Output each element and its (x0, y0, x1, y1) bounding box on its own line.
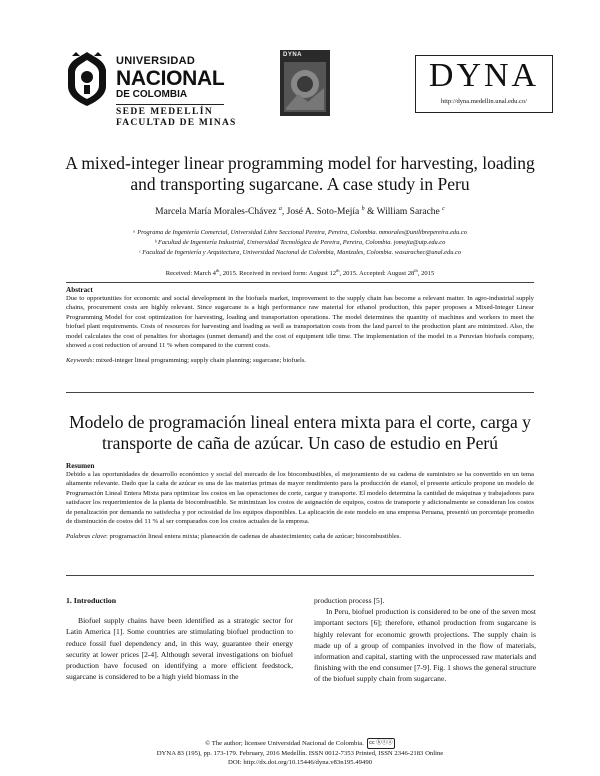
author-list: Marcela María Morales-Chávez $^a$, José A. Soto-Mejía $^b$ & William Sarache $^c$ (155, 206, 445, 218)
author-1-affil: a (278, 206, 282, 212)
separator-mid (66, 392, 534, 393)
page-footer (40, 738, 560, 767)
intro-continuation: production process [5]. (314, 596, 385, 605)
intro-right-column (314, 595, 536, 685)
abstract-heading: Abstract (66, 286, 93, 294)
intro-paragraph-2: In Peru, biofuel production is considered to be one of the seven most important sectors [6]; therefore, ethanol production from sugarcane is highly relevant for economic growth projections. The supply chain is made up of a group of companies involved in the flow of materials, information and capital, starting with the unprocessed raw materials and finishing with the end consumer [7-9]. Fig. 1 shows the general structure of the biofuel supply chain from sugarcane. (314, 607, 536, 684)
received-date: Received: March 4 (165, 270, 216, 278)
author-3: William Sarache (376, 207, 440, 218)
intro-left-column (66, 595, 293, 682)
received-sup-3: th (414, 268, 418, 273)
title-en-line1: A mixed-integer linear programming model for harvesting, loading (65, 153, 535, 173)
paper-title-english (40, 153, 560, 195)
affiliation-c: ᶜ Facultad de Ingeniería y Arquitectura, Universidad Nacional de Colombia, Manizales, Colombia. wasarachec@unal.edu.co (138, 249, 462, 256)
separator-bottom (66, 575, 534, 576)
license-text: © The author; licensee Universidad Nacional de Colombia. (205, 740, 364, 748)
palabras-clave (66, 533, 534, 540)
title-en-line2: and transporting sugarcane. A case study in Peru (130, 174, 470, 194)
author-2: José A. Soto-Mejía (286, 207, 360, 218)
unal-rule (116, 104, 224, 105)
journal-cover-thumbnail (280, 50, 330, 116)
doi-link[interactable]: DOI: http://dx.doi.org/10.15446/dyna.v83n195.49490 (227, 759, 373, 766)
intro-paragraph-1: Biofuel supply chains have been identified as a strategic sector for Latin America [1]. Some countries are stimulating biofuel production to reduce fossil fuel dependency and, in this way, guarantee their energy security at lower prices [2-4]. Although several investigations on biofuel production have focused on identifying a more efficient feedstock, sugarcane is considered to be a high yield biomass in the (66, 616, 293, 682)
received-sup-2: th (336, 268, 340, 273)
university-crest-logo (64, 50, 110, 108)
cover-label: DYNA (283, 52, 303, 58)
affiliations (40, 228, 560, 258)
intro-heading: 1. Introduction (66, 596, 117, 605)
author-and: & (366, 207, 377, 218)
separator-top (66, 282, 534, 283)
author-3-affil: c (442, 206, 445, 212)
author-1: Marcela María Morales-Chávez (155, 207, 277, 218)
title-es-line2: transporte de caña de azúcar. Un caso de estudio en Perú (101, 433, 498, 453)
journal-url-link[interactable]: http://dyna.medellin.unal.edu.co/ (441, 98, 527, 105)
keywords (66, 357, 534, 364)
cover-art (280, 50, 330, 116)
resumen-heading: Resumen (66, 462, 95, 470)
unal-line4: SEDE MEDELLÍN (116, 107, 214, 117)
paper-title-spanish (40, 412, 560, 454)
dyna-logo: DYNA (428, 57, 540, 94)
unal-line1: UNIVERSIDAD (116, 55, 196, 67)
abstract-body: Due to opportunities for economic and social development in the biofuels market, improvement to the supply chain has become a relevant matter. In agro-industrial supply chains, procurement costs are highly relevant. Since sugarcane is a high performance raw material for ethanol production, this paper proposes a Mixed-Integer Linear Programming Model for cost optimization for harvesting, loading and transportation operations. The model determines the quantity of machines and workers to meet the biofuel plant requirements. Costs of resources for harvesting and loading as well as transportation costs from the land parcel to the production plant are minimized. Also, the model calculates the cost of penalties for shortages (unmet demand) and the cost of equipment idle time. The implementation of the model in a Peruvian biofuels company, showed a cost reduction of around 11 % when compared to the current costs. (66, 295, 534, 350)
palabras-clave-text: : programación lineal entera mixta; planeación de cadenas de abastecimiento; caña de azúcar; biocombustibles. (106, 533, 402, 541)
university-wordmark (116, 56, 237, 128)
palabras-clave-label: Palabras clave (66, 533, 107, 541)
accepted-date: , 2015. Accepted: August 28 (339, 270, 415, 278)
unal-line2: NACIONAL (116, 67, 225, 90)
license-line (40, 738, 560, 749)
abstract-section (66, 286, 534, 364)
citation-line: DYNA 83 (195), pp. 173-179. February, 2016 Medellín. ISSN 0012-7353 Printed, ISSN 2346-2183 Online (156, 750, 444, 757)
keywords-text: : mixed-integer lineal programming; supply chain planning; sugarcane; biofuels. (92, 357, 307, 365)
unal-line3: DE COLOMBIA (116, 89, 188, 100)
received-sup-1: th (215, 268, 220, 273)
resumen-body: Debido a las oportunidades de desarrollo económico y social del mercado de los biocombustibles, el mejoramiento de su cadena de suministro se ha convertido en un tema altamente relevante. Dado que la caña de azúcar es una de las materias primas de mayor rendimiento para la producción de etanol, el presente artículo propone un modelo de Programación Lineal Entera Mixta para optimizar los costos en las operaciones de corte, cargue y transporte. El modelo determina la cantidad de máquinas y trabajadores para satisfacer los requerimientos de la planta de biocombustible. Se minimizan los costos de asignación de equipos, costos de transporte y adicionalmente se consideran los costos de penalización por demanda no satisfecha y por ociosidad de los equipos disponibles. La aplicación de este modelo en una empresa Peruana, presentó un porcentaje promedio de disminución de costos del 11 % al ser comparados con los costos actuales de la empresa. (66, 471, 534, 526)
keywords-label: Keywords (66, 357, 93, 365)
affiliation-b: ᵇ Facultad de Ingeniería Industrial, Universidad Tecnológica de Pereira, Pereira, Colombia. jomejia@utp.edu.co (154, 239, 446, 246)
dyna-logo-box (415, 55, 553, 113)
revised-date: , 2015. Received in revised form: August 12 (219, 270, 337, 278)
unal-line5: FACULTAD DE MINAS (116, 117, 237, 128)
resumen-section (66, 462, 534, 540)
accepted-year: , 2015 (417, 270, 435, 278)
received-dates (40, 268, 560, 277)
author-2-affil: b (361, 206, 365, 212)
title-es-line1: Modelo de programación lineal entera mixta para el corte, carga y (69, 412, 531, 432)
affiliation-a: ᵃ Programa de Ingeniería Comercial, Universidad Libre Seccional Pereira, Pereira, Colombia. mmorales@unilibrepereira.edu.co (133, 229, 467, 236)
cc-license-badge: cc ⓑⓢⓐ (367, 738, 395, 749)
